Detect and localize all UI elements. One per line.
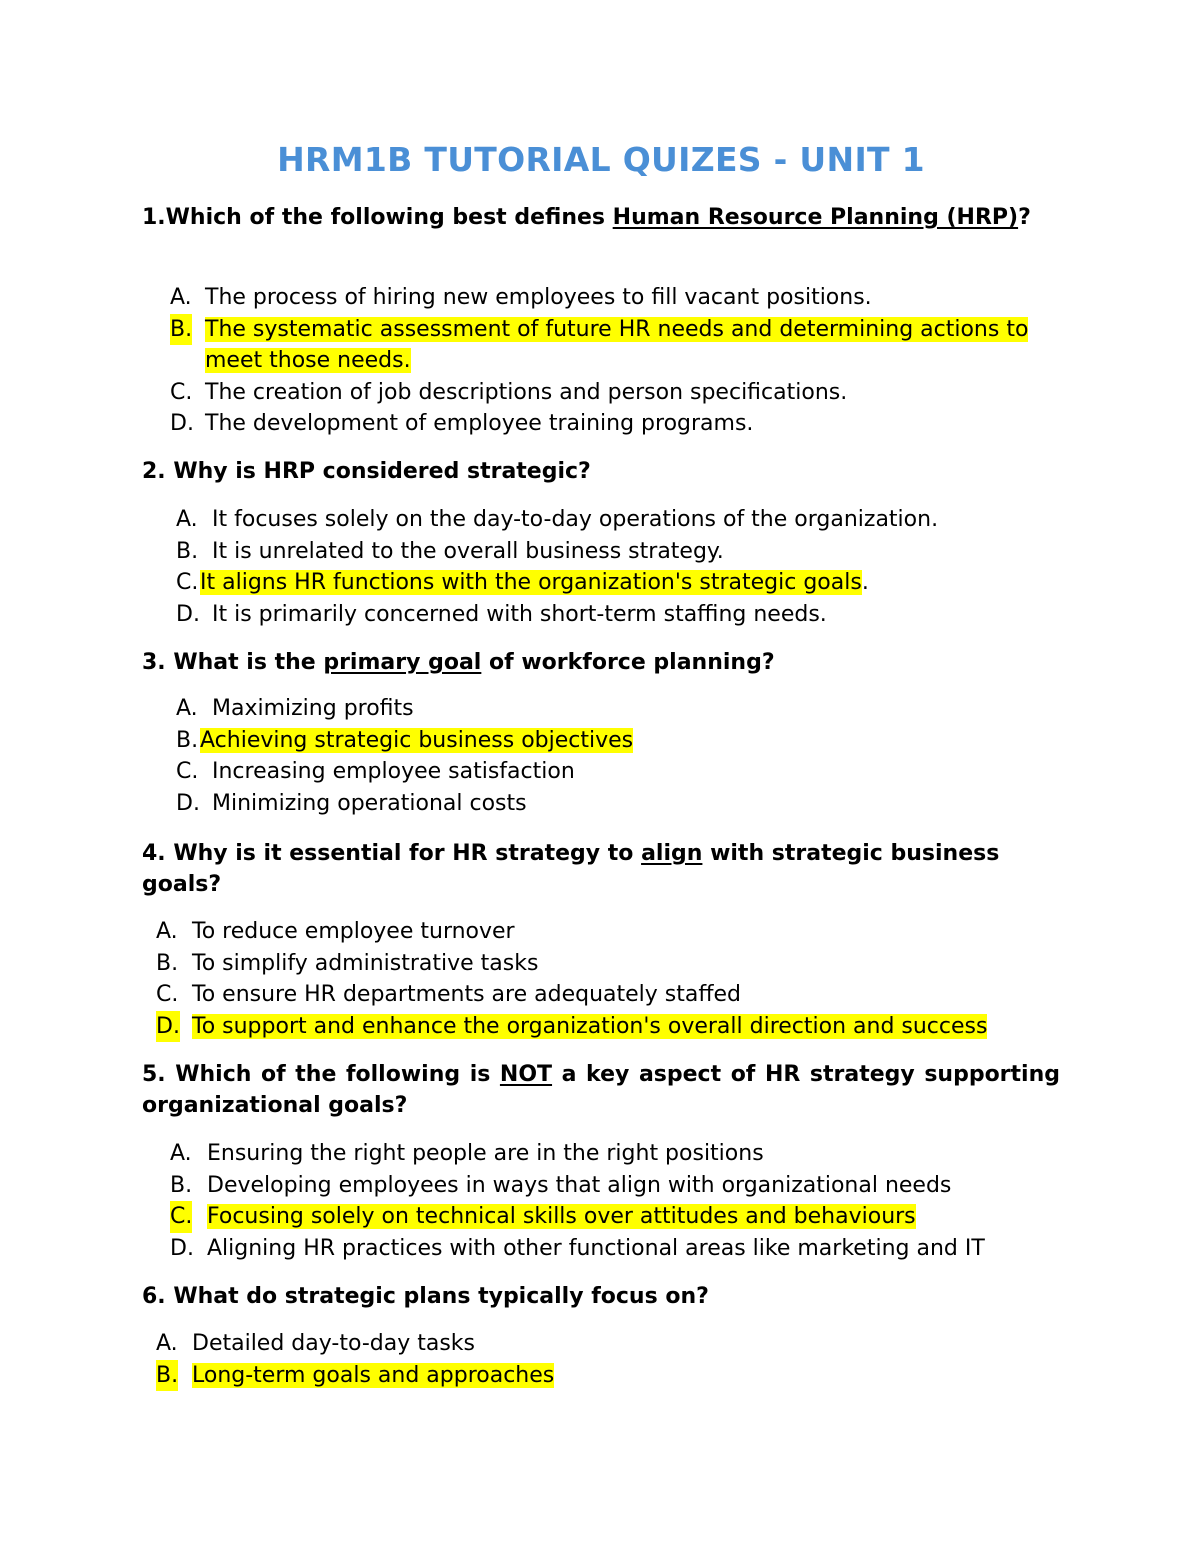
- option-text: To ensure HR departments are adequately staffed: [192, 982, 742, 1007]
- option-letter: A.: [156, 1331, 178, 1356]
- option-letter: A.: [170, 1141, 192, 1166]
- option-text-correct: [176, 567, 1060, 599]
- option-tail: .: [861, 570, 869, 595]
- answer-highlight: Achieving strategic business objectives: [200, 727, 634, 753]
- option-letter: C.: [176, 759, 199, 784]
- option-letter: B.: [170, 314, 192, 346]
- answer-highlight: The systematic assessment of future HR needs and determining actions to meet those needs.: [205, 316, 1029, 373]
- option-4a: [156, 916, 1060, 948]
- option-letter: A.: [176, 696, 198, 721]
- answer-highlight: Long-term goals and approaches: [192, 1362, 555, 1388]
- option-letter: B.: [170, 1172, 193, 1198]
- question-4: [142, 838, 1060, 900]
- option-1d: [170, 408, 1060, 440]
- option-5d: [170, 1233, 1060, 1265]
- question-1-options: [170, 282, 1060, 440]
- answer-highlight: Focusing solely on technical skills over attitudes and behaviours: [207, 1204, 916, 1229]
- option-5b: [170, 1170, 1060, 1202]
- option-text: To simplify administrative tasks: [192, 950, 539, 976]
- option-4d: [156, 1011, 1060, 1043]
- question-1: [142, 202, 1060, 233]
- option-letter: C.: [176, 570, 199, 595]
- option-text: The creation of job descriptions and person specifications.: [205, 379, 848, 405]
- question-5: [142, 1059, 1060, 1121]
- option-2a: [176, 504, 1060, 536]
- option-4b: [156, 948, 1060, 980]
- option-text-correct: [176, 725, 1060, 757]
- question-5-key-term: NOT: [499, 1062, 553, 1087]
- question-5-options: [170, 1138, 1060, 1264]
- option-letter: D.: [170, 411, 194, 436]
- option-letter: B.: [156, 950, 179, 976]
- option-text-correct: [170, 1201, 1060, 1233]
- question-4-prefix: 4. Why is it essential for HR strategy to: [142, 841, 642, 866]
- option-text: It focuses solely on the day-to-day operations of the organization.: [212, 507, 939, 532]
- option-text-correct: [156, 1360, 1060, 1392]
- option-letter: D.: [156, 1011, 180, 1043]
- option-2b: [176, 536, 1060, 568]
- option-text: Increasing employee satisfaction: [212, 759, 575, 784]
- option-text: Detailed day-to-day tasks: [192, 1331, 475, 1356]
- option-text: To reduce employee turnover: [192, 919, 515, 944]
- question-3-key-term: primary goal: [323, 650, 482, 675]
- answer-highlight: It aligns HR functions with the organization's strategic goals: [200, 570, 862, 595]
- question-3: [142, 647, 1060, 678]
- document-title: HRM1B TUTORIAL QUIZES - UNIT 1: [277, 140, 925, 179]
- option-2d: [176, 599, 1060, 631]
- question-1-key-term: Human Resource Planning (HRP): [612, 205, 1019, 230]
- question-1-prefix: 1.Which of the following best defines: [142, 205, 613, 230]
- option-letter: A.: [156, 919, 178, 944]
- question-5-suffix: a key aspect of HR strategy supporting organizational goals?: [142, 1062, 1061, 1118]
- option-3d: [176, 788, 1060, 820]
- question-3-prefix: 3. What is the: [142, 650, 324, 675]
- option-text: Developing employees in ways that align with organizational needs: [207, 1172, 952, 1198]
- question-6-text: 6. What do strategic plans typically focus on?: [142, 1284, 709, 1309]
- option-5c: [170, 1201, 1060, 1233]
- option-letter: C.: [170, 379, 193, 405]
- question-2: [142, 456, 1060, 487]
- question-4-options: [156, 916, 1060, 1042]
- option-6b: [156, 1360, 1060, 1392]
- option-6a: [156, 1328, 1060, 1360]
- option-text: Maximizing profits: [212, 696, 414, 721]
- option-letter: D.: [170, 1235, 194, 1261]
- option-3a: [176, 693, 1060, 725]
- option-letter: D.: [176, 601, 200, 627]
- option-letter: C.: [156, 982, 179, 1007]
- option-text: Minimizing operational costs: [212, 790, 527, 816]
- option-text-correct: [170, 314, 1060, 377]
- option-letter: A.: [176, 507, 198, 532]
- option-4c: [156, 979, 1060, 1011]
- option-text: It is primarily concerned with short-term staffing needs.: [212, 601, 827, 627]
- option-text-correct: [156, 1011, 1060, 1043]
- answer-highlight: To support and enhance the organization's overall direction and success: [192, 1013, 988, 1039]
- question-1-suffix: ?: [1018, 205, 1031, 230]
- question-3-suffix: of workforce planning?: [481, 650, 775, 675]
- option-text: The development of employee training programs.: [205, 411, 754, 436]
- question-5-prefix: 5. Which of the following is: [142, 1062, 500, 1087]
- option-text: The process of hiring new employees to fill vacant positions.: [205, 285, 872, 310]
- option-text: Ensuring the right people are in the right positions: [207, 1141, 764, 1166]
- option-text: It is unrelated to the overall business strategy.: [212, 538, 724, 564]
- option-letter: B.: [176, 538, 199, 564]
- option-3b: [176, 725, 1060, 757]
- option-3c: [176, 756, 1060, 788]
- option-letter: B.: [176, 727, 199, 753]
- option-5a: [170, 1138, 1060, 1170]
- option-letter: A.: [170, 285, 192, 310]
- question-2-options: [176, 504, 1060, 630]
- question-6: [142, 1281, 1060, 1312]
- option-text: Aligning HR practices with other functional areas like marketing and IT: [207, 1235, 985, 1261]
- option-letter: D.: [176, 790, 200, 816]
- option-1a: [170, 282, 1060, 314]
- option-1b: [170, 314, 1060, 377]
- option-letter: C.: [170, 1201, 192, 1233]
- question-3-options: [176, 693, 1060, 819]
- option-letter: B.: [156, 1360, 178, 1392]
- question-4-key-term: align: [641, 841, 703, 866]
- option-1c: [170, 377, 1060, 409]
- question-4-suffix: with strategic business goals?: [142, 841, 1000, 897]
- question-6-options: [156, 1328, 1060, 1391]
- option-2c: [176, 567, 1060, 599]
- question-2-text: 2. Why is HRP considered strategic?: [142, 459, 591, 484]
